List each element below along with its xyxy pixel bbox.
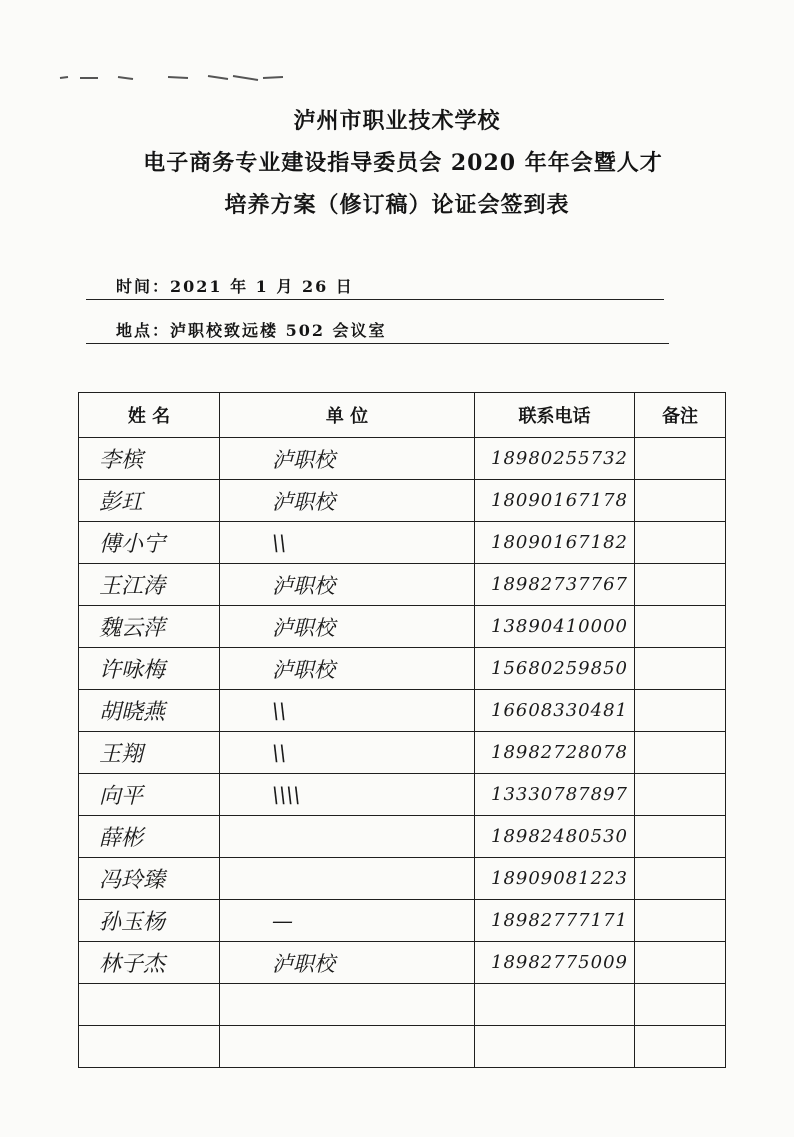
handwritten-phone: 13330787897 [491, 784, 628, 805]
handwritten-phone: 18982775009 [491, 952, 628, 973]
cell-phone [475, 732, 635, 774]
cell-unit [220, 690, 475, 732]
handwritten-unit: 泸职校 [272, 657, 335, 682]
handwritten-unit: 泸职校 [272, 615, 335, 640]
table-row [79, 900, 726, 942]
handwritten-name: 冯玲臻 [99, 868, 166, 893]
cell-name [79, 942, 220, 984]
handwritten-name: 薛彬 [99, 826, 144, 851]
cell-name [79, 900, 220, 942]
cell-phone [475, 522, 635, 564]
table-row [79, 480, 726, 522]
cell-name [79, 858, 220, 900]
cell-unit [220, 732, 475, 774]
cell-phone [475, 438, 635, 480]
cell-phone [475, 858, 635, 900]
cell-unit [220, 480, 475, 522]
cell-name [79, 816, 220, 858]
table-header-row [79, 393, 726, 438]
handwritten-phone: 18982480530 [491, 826, 628, 847]
cell-name [79, 732, 220, 774]
handwritten-phone: 18090167178 [491, 490, 628, 511]
cell-note [635, 564, 726, 606]
table-row [79, 774, 726, 816]
table-row [79, 984, 726, 1026]
handwritten-name: 李槟 [99, 448, 144, 473]
cell-unit [220, 984, 475, 1026]
handwritten-phone: 18909081223 [491, 868, 628, 889]
handwritten-phone: 15680259850 [491, 658, 628, 679]
cell-note [635, 942, 726, 984]
handwritten-unit: — [272, 908, 293, 933]
header-unit: 单 位 [220, 393, 475, 438]
cell-name [79, 564, 220, 606]
cell-phone [475, 984, 635, 1026]
school-title: 泸州市职业技术学校 [293, 108, 501, 134]
cell-note [635, 774, 726, 816]
cell-note [635, 522, 726, 564]
scan-smudge-mark [58, 70, 298, 84]
handwritten-phone: 18982728078 [491, 742, 628, 763]
handwritten-name: 彭玒 [99, 490, 144, 515]
cell-unit [220, 564, 475, 606]
meeting-time: 时间：2021 年 1 月 26 日 [86, 274, 664, 300]
meeting-place: 地点：泸职校致远楼 502 会议室 [86, 318, 669, 344]
handwritten-unit: 泸职校 [272, 573, 335, 598]
cell-name [79, 984, 220, 1026]
cell-name [79, 522, 220, 564]
header-phone: 联系电话 [475, 393, 635, 438]
cell-unit [220, 1026, 475, 1068]
handwritten-name: 林子杰 [99, 952, 166, 977]
cell-unit [220, 522, 475, 564]
cell-phone [475, 900, 635, 942]
cell-unit [220, 942, 475, 984]
cell-note [635, 732, 726, 774]
cell-phone [475, 774, 635, 816]
cell-phone [475, 648, 635, 690]
cell-phone [475, 690, 635, 732]
table-row [79, 522, 726, 564]
meeting-title: 电子商务专业建设指导委员会 2020 年年会暨人才 [143, 150, 663, 176]
cell-unit [220, 774, 475, 816]
cell-phone [475, 564, 635, 606]
cell-unit [220, 606, 475, 648]
handwritten-unit: \\ [272, 698, 287, 723]
cell-name [79, 690, 220, 732]
handwritten-unit: \\ [272, 740, 287, 765]
cell-name [79, 606, 220, 648]
table-row [79, 816, 726, 858]
handwritten-phone: 13890410000 [491, 616, 628, 637]
cell-note [635, 1026, 726, 1068]
handwritten-unit: 泸职校 [272, 951, 335, 976]
handwritten-name: 王江涛 [99, 574, 166, 599]
handwritten-phone: 16608330481 [491, 700, 628, 721]
table-row [79, 438, 726, 480]
cell-name [79, 480, 220, 522]
handwritten-phone: 18090167182 [491, 532, 628, 553]
cell-note [635, 438, 726, 480]
cell-unit [220, 900, 475, 942]
table-row [79, 1026, 726, 1068]
cell-unit [220, 438, 475, 480]
cell-phone [475, 816, 635, 858]
handwritten-name: 许咏梅 [99, 658, 166, 683]
handwritten-name: 胡晓燕 [99, 700, 166, 725]
handwritten-unit: 泸职校 [272, 489, 335, 514]
cell-name [79, 648, 220, 690]
header-note: 备注 [635, 393, 726, 438]
cell-unit [220, 858, 475, 900]
cell-note [635, 984, 726, 1026]
handwritten-name: 魏云萍 [99, 616, 166, 641]
cell-phone [475, 606, 635, 648]
handwritten-phone: 18982777171 [491, 910, 628, 931]
handwritten-name: 王翔 [99, 742, 144, 767]
handwritten-phone: 18982737767 [491, 574, 628, 595]
sign-in-sheet-title: 培养方案（修订稿）论证会签到表 [224, 192, 570, 218]
cell-note [635, 648, 726, 690]
table-row [79, 942, 726, 984]
cell-name [79, 774, 220, 816]
table-row [79, 648, 726, 690]
sign-in-table [78, 392, 726, 1068]
cell-note [635, 816, 726, 858]
table-row [79, 732, 726, 774]
table-row [79, 564, 726, 606]
cell-name [79, 1026, 220, 1068]
cell-phone [475, 942, 635, 984]
header-name: 姓 名 [79, 393, 220, 438]
handwritten-unit: \\\\ [272, 782, 301, 807]
handwritten-unit: 泸职校 [272, 447, 335, 472]
cell-unit [220, 648, 475, 690]
handwritten-phone: 18980255732 [491, 448, 628, 469]
cell-note [635, 480, 726, 522]
handwritten-unit: \\ [272, 530, 287, 555]
table-row [79, 690, 726, 732]
table-row [79, 858, 726, 900]
handwritten-name: 傅小宁 [99, 532, 166, 557]
handwritten-name: 向平 [99, 784, 144, 809]
cell-phone [475, 480, 635, 522]
table-row [79, 606, 726, 648]
cell-unit [220, 816, 475, 858]
cell-name [79, 438, 220, 480]
cell-note [635, 690, 726, 732]
cell-note [635, 900, 726, 942]
cell-note [635, 858, 726, 900]
handwritten-name: 孙玉杨 [99, 910, 166, 935]
cell-phone [475, 1026, 635, 1068]
cell-note [635, 606, 726, 648]
